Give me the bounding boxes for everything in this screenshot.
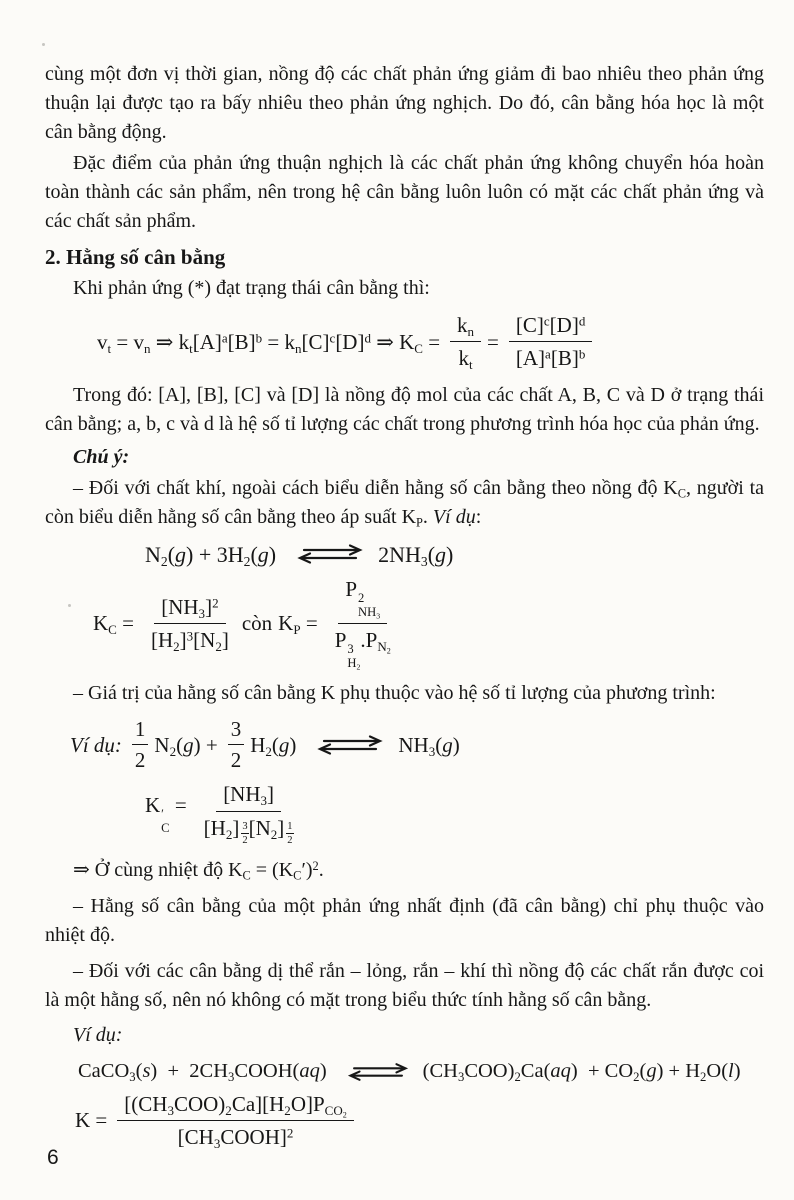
example-label: Ví dụ:	[73, 1023, 123, 1046]
fraction-numerator: $[C]^c[D]^d$	[509, 312, 592, 342]
equation-half-coefficients	[70, 716, 764, 774]
equation-lhs: $N_2(g) + 3H_2(g)$	[145, 541, 277, 569]
section-heading: 2. Hằng số cân bằng	[45, 245, 226, 269]
formula-k-heterogeneous	[75, 1091, 764, 1151]
equation-rhs: $NH_3(g)$	[398, 732, 460, 759]
paragraph-same-temperature: ⇒ Ở cùng nhiệt độ $K_C = (K_C')^2$.	[73, 858, 324, 883]
fraction-three-halves	[228, 716, 245, 774]
kc-prime-lead: K ′ C =	[145, 792, 187, 835]
equation-ammonia-synthesis	[145, 541, 764, 569]
paragraph-gas-kp: – Đối với chất khí, ngoài cách biểu diễn hằng số cân bằng theo nồng độ $K_C$, người ta còn biểu diễn hằng số cân bằng theo áp suất $K_P$. Ví dụ:	[45, 476, 765, 530]
paragraph-equilibrium-condition: Khi phản ứng (*) đạt trạng thái cân bằng thì:	[73, 277, 430, 299]
equation-calcium-carbonate	[78, 1059, 764, 1085]
page-number: 6	[47, 1146, 59, 1169]
paragraph-heterogeneous: – Đối với các cân bằng dị thể rắn – lỏng, rắn – khí thì nồng độ các chất rắn được coi là một hằng số, nên nó không có mặt trong biểu thức tính hằng số cân bằng.	[45, 959, 764, 1011]
fraction-numerator: $[NH_3]^2$	[154, 594, 225, 624]
fraction-numerator: P 2 $NH_3$	[338, 576, 387, 624]
fraction-kp	[328, 576, 398, 671]
fraction-k-heterogeneous	[117, 1091, 354, 1151]
fraction-denominator: 2	[134, 748, 146, 773]
fraction-denominator: P 3 $H_2$ $.P_{N_2}$	[334, 627, 391, 672]
fraction-numerator: $[NH_3]$	[216, 781, 281, 811]
equation-lhs: CaCO$_3$(s) + $2CH_3COOH(aq)$	[78, 1059, 327, 1084]
kc-lead: $K_C$ =	[93, 611, 134, 638]
fraction-numerator: 1	[132, 716, 149, 745]
equals-sign: =	[487, 329, 499, 354]
fraction-denominator: $[CH_3COOH]^2$	[177, 1124, 294, 1151]
paragraph-continuation: cùng một đơn vị thời gian, nồng độ các chất phản ứng giảm đi bao nhiêu theo phản ứng thuận lại được tạo ra bấy nhiêu theo phản ứng nghịch. Do đó, cân bằng hóa học là một cân bằng động.	[45, 63, 764, 143]
equilibrium-arrow-icon	[292, 542, 368, 566]
scan-speck	[42, 43, 45, 46]
fraction-denominator: $[A]^a[B]^b$	[515, 346, 586, 371]
fraction-numerator: $[(CH_3COO)_2Ca][H_2O]P_{CO_2}$	[117, 1091, 354, 1121]
k-lead: K =	[75, 1108, 108, 1133]
equation-mid: $H_2(g)$	[250, 732, 297, 759]
formula-kc-kp	[93, 576, 764, 671]
fraction-denominator: $[H_2]^3[N_2]$	[150, 627, 229, 654]
fraction-kn-over-kt	[450, 312, 481, 372]
kp-lead: $K_P$ =	[278, 611, 318, 638]
fraction-products-over-reactants	[509, 312, 592, 372]
paragraph-concentration-definition: Trong đó: [A], [B], [C] và [D] là nồng độ mol của các chất A, B, C và D ở trạng thái cân bằng; a, b, c và d là hệ số tỉ lượng các chất trong phương trình hóa học của phản ứng.	[45, 383, 764, 435]
equilibrium-arrow-icon	[312, 733, 388, 757]
paragraph-k-coefficient-dependence: – Giá trị của hằng số cân bằng K phụ thuộc vào hệ số tỉ lượng của phương trình:	[73, 681, 716, 704]
fraction-denominator: 2	[230, 748, 242, 773]
paragraph-temperature-dependence: – Hằng số cân bằng của một phản ứng nhất định (đã cân bằng) chỉ phụ thuộc vào nhiệt độ.	[45, 894, 764, 946]
con-word: còn	[241, 611, 273, 636]
fraction-numerator: 3	[228, 716, 245, 745]
equation-rhs: $2NH_3(g)$	[378, 541, 454, 569]
fraction-kc	[144, 594, 236, 654]
example-inline-label: Ví dụ:	[70, 732, 122, 757]
equilibrium-arrow-icon	[343, 1060, 413, 1084]
equation-mid: $N_2(g)$ +	[154, 732, 218, 759]
fraction-denominator: $k_t$	[458, 346, 473, 373]
formula-rate-lead: $v_t = v_n$ ⇒ $k_t[A]^a[B]^b = k_n[C]^c[D]^d$ ⇒ $K_C$ =	[97, 329, 441, 356]
scan-speck	[68, 604, 71, 607]
equation-rhs: $(CH_3COO)_2Ca(aq) + CO_2(g) + H_2O(l)$	[422, 1059, 741, 1084]
fraction-kc-prime	[197, 781, 301, 846]
fraction-denominator: $[H_2]$ $\frac{3}{2}$ $[N_2]$ $\frac{1}{2}$	[203, 815, 293, 846]
fraction-numerator: $k_n$	[450, 312, 481, 342]
paragraph-reversible-characteristic: Đặc điểm của phản ứng thuận nghịch là các chất phản ứng không chuyển hóa hoàn toàn thành các sản phẩm, nên trong hệ cân bằng luôn luôn có mặt các chất phản ứng và các chất sản phẩm.	[45, 152, 764, 232]
note-label: Chú ý:	[73, 445, 130, 468]
fraction-one-half	[132, 716, 149, 774]
formula-kc-prime	[145, 781, 764, 846]
formula-rate-constants	[97, 312, 764, 372]
